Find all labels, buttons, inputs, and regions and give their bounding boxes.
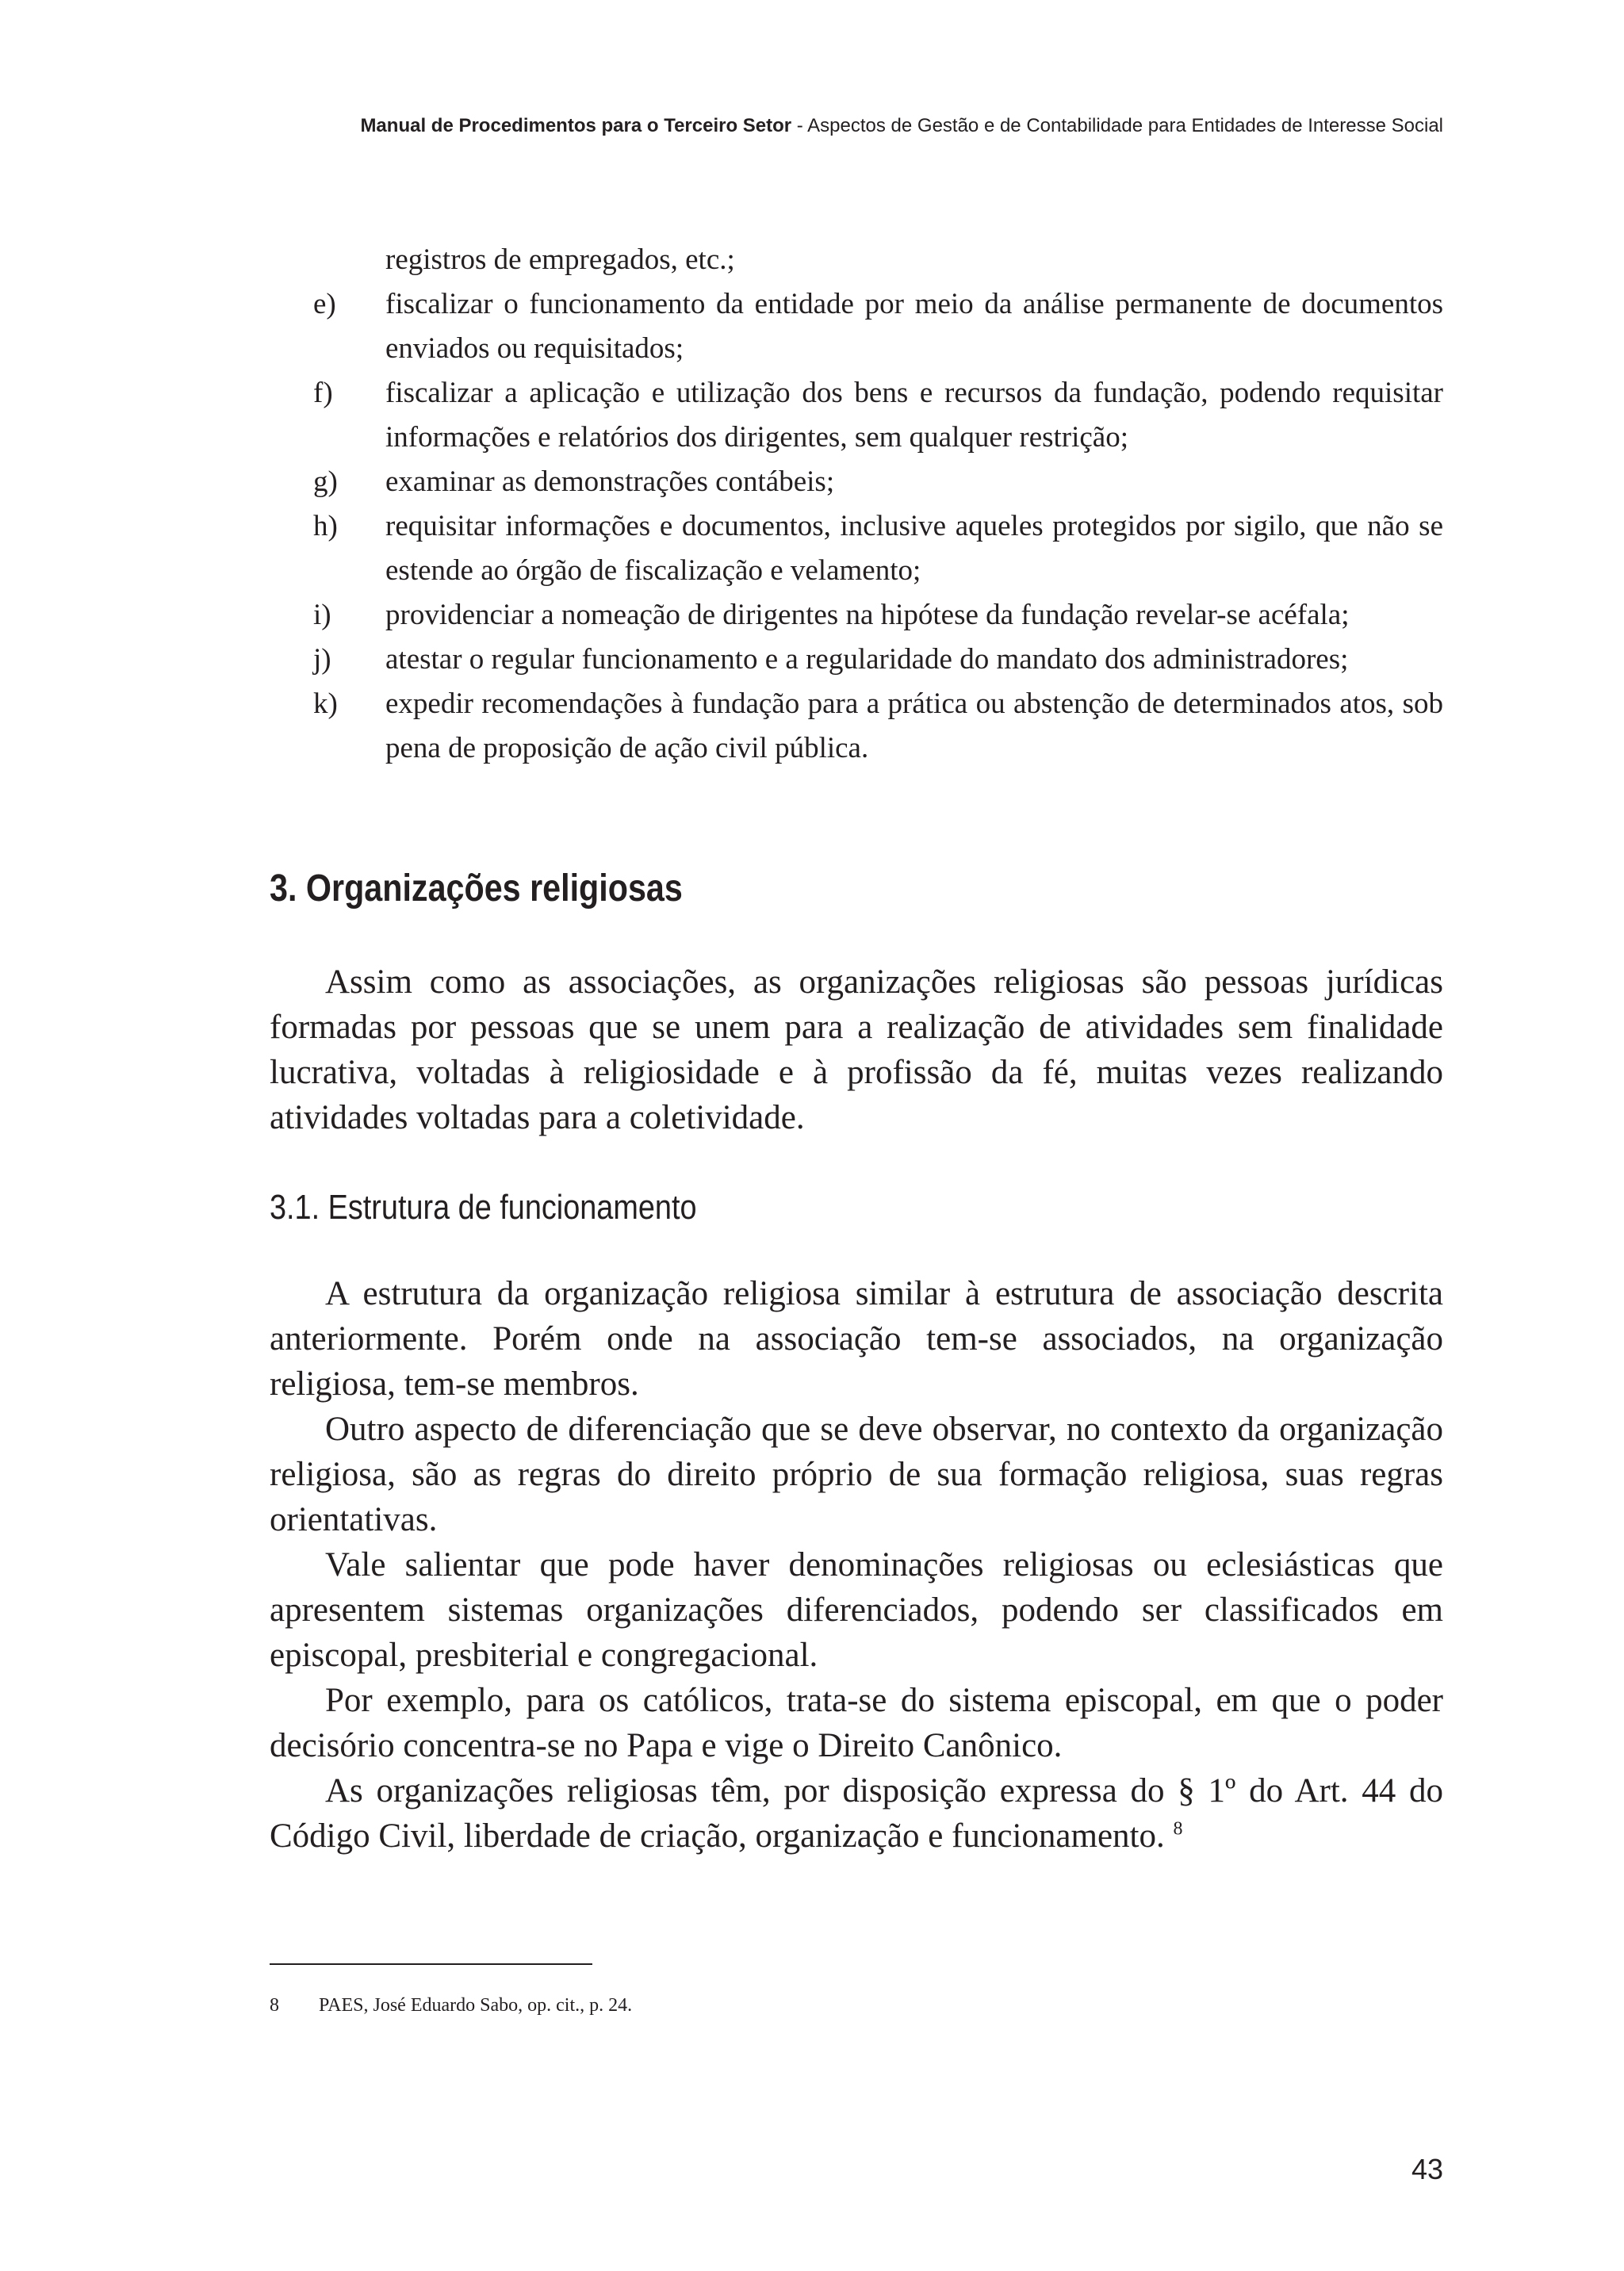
list-item-text: providenciar a nomeação de dirigentes na hipótese da fundação revelar-se acéfala; <box>385 599 1350 631</box>
body-paragraph: Por exemplo, para os católicos, trata-se do sistema episcopal, em que o poder decisório concentra-se no Papa e vige o Direito Canônico. <box>270 1682 1443 1764</box>
section-paragraph: Assim como as associações, as organizações religiosas são pessoas jurídicas formadas por pessoas que se unem para a realização de atividades sem finalidade lucrativa, voltadas à religiosidade e à profissão da fé, muitas vezes realizando atividades voltadas para a coletividade. <box>270 963 1443 1136</box>
list-item-text: expedir recomendações à fundação para a prática ou abstenção de determinados atos, sob pena de proposição de ação civil pública. <box>385 687 1443 764</box>
list-item-j <box>270 638 1443 682</box>
list-marker: i) <box>313 599 331 631</box>
list-item-e <box>270 282 1443 371</box>
subsection-body <box>270 1271 1443 1859</box>
body-paragraph: Outro aspecto de diferenciação que se deve observar, no contexto da organização religiosa, são as regras do direito próprio de sua formação religiosa, suas regras orientativas. <box>270 1411 1443 1538</box>
body-paragraph: A estrutura da organização religiosa similar à estrutura de associação descrita anteriormente. Porém onde na associação tem-se associados, na organização religiosa, tem-se membros. <box>270 1275 1443 1403</box>
footnote-text: PAES, José Eduardo Sabo, op. cit., p. 24. <box>319 1995 633 2016</box>
subsection-heading: 3.1. Estrutura de funcionamento <box>270 1188 697 1227</box>
requirements-list <box>270 238 1443 771</box>
list-marker: j) <box>313 643 331 676</box>
body-paragraph-last <box>270 1768 1443 1859</box>
list-continuation <box>270 238 1443 282</box>
footnote <box>270 1995 632 2016</box>
list-marker: f) <box>313 377 333 409</box>
section-intro <box>270 959 1443 1140</box>
header-title-rest: - Aspectos de Gestão e de Contabilidade para Entidades de Interesse Social <box>791 115 1443 136</box>
list-item-f <box>270 371 1443 460</box>
page-number: 43 <box>1411 2153 1443 2185</box>
running-header <box>0 115 1443 137</box>
list-item-text: examinar as demonstrações contábeis; <box>385 465 835 498</box>
list-continuation-text: registros de empregados, etc.; <box>385 243 735 276</box>
list-item-text: fiscalizar a aplicação e utilização dos bens e recursos da fundação, podendo requisitar informações e relatórios dos dirigentes, sem qualquer restrição; <box>385 377 1443 454</box>
list-item-g <box>270 460 1443 504</box>
list-marker: h) <box>313 510 338 542</box>
body-paragraph: Vale salientar que pode haver denominações religiosas ou eclesiásticas que apresentem sistemas organizações diferenciados, podendo ser classificados em episcopal, presbiterial e congregacional. <box>270 1546 1443 1674</box>
list-marker: e) <box>313 288 336 320</box>
list-marker: g) <box>313 465 338 498</box>
list-item-h <box>270 504 1443 593</box>
body-paragraph-text: As organizações religiosas têm, por disposição expressa do § 1º do Art. 44 do Código Civil, liberdade de criação, organização e funcionamento. <box>270 1772 1443 1855</box>
list-item-k <box>270 682 1443 771</box>
footnote-number: 8 <box>270 1995 279 2016</box>
list-item-text: fiscalizar o funcionamento da entidade por meio da análise permanente de documentos enviados ou requisitados; <box>385 288 1443 365</box>
list-item-text: atestar o regular funcionamento e a regularidade do mandato dos administradores; <box>385 643 1349 676</box>
list-item-text: requisitar informações e documentos, inclusive aqueles protegidos por sigilo, que não se estende ao órgão de fiscalização e velamento; <box>385 510 1443 587</box>
list-item-i <box>270 593 1443 638</box>
list-marker: k) <box>313 687 338 720</box>
footnote-reference[interactable]: 8 <box>1173 1818 1183 1840</box>
section-heading: 3. Organizações religiosas <box>270 867 683 910</box>
header-title-bold: Manual de Procedimentos para o Terceiro Setor <box>360 115 792 136</box>
footnote-divider <box>270 1963 592 1965</box>
